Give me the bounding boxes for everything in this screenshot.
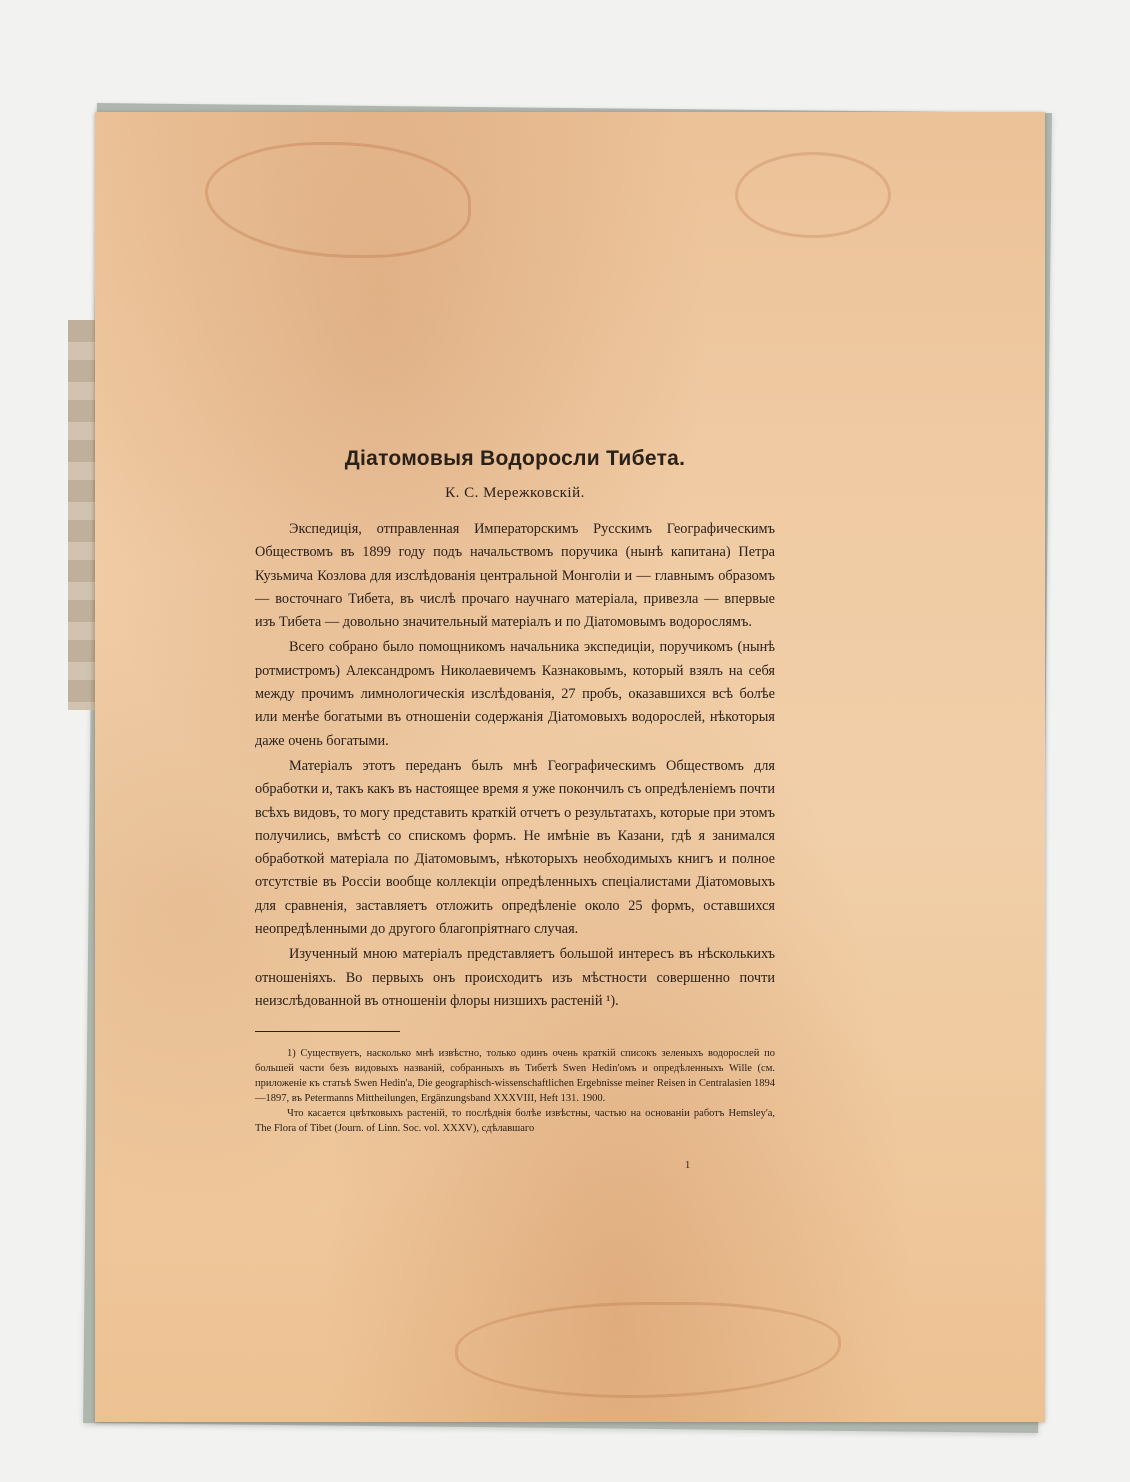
body-paragraph: Изученный мною матеріалъ представляетъ большой интересъ въ нѣсколькихъ отношеніяхъ. Во первыхъ онъ происходитъ изъ мѣстности совершенно почти неизслѣдованной въ отношеніи флоры низшихъ растеній ¹). [255,946,775,1009]
binding-remnant [68,320,96,710]
article-author: К. С. Мережковскій. [445,485,585,501]
page-content [255,447,775,1136]
water-stain [735,152,891,238]
page-number: 1 [685,1160,691,1171]
body-paragraph: Матеріалъ этотъ переданъ былъ мнѣ Географическимъ Обществомъ для обработки и, такъ какъ въ настоящее время я уже покончилъ съ опредѣленіемъ почти всѣхъ видовъ, то могу представить краткій отчетъ о результатахъ, которые при этомъ получились, вмѣстѣ со спискомъ формъ. Не имѣніе въ Казани, гдѣ я занимался обработкой матеріала по Діатомовымъ, нѣкоторыхъ необходимыхъ книгъ и полное отсутствіе въ Россіи вообще коллекціи опредѣленныхъ спеціалистами Діатомовыхъ для сравненія, заставляетъ отложить опредѣленіе около 25 формъ, оставшихся неопредѣленными до другого благопріятнаго случая. [255,757,775,938]
footnote: Что касается цвѣтковыхъ растеній, то послѣднія болѣе извѣстны, частью на основаніи работъ Hemsley'a, The Flora of Tibet (Journ. of Linn. Soc. vol. XXXV), сдѣлавшаго [255,1108,775,1135]
footnote-divider [255,1031,400,1032]
body-paragraph: Всего собрано было помощникомъ начальника экспедиціи, поручикомъ (нынѣ ротмистромъ) Александромъ Николаевичемъ Казнаковымъ, который взялъ на себя между прочимъ лимнологическія изслѣдованія, 27 пробъ, оказавшихся всѣ болѣе или менѣе богатыми въ отношеніи содержанія Діатомовыхъ водорослей, нѣкоторыя даже очень богатыми. [255,639,775,749]
water-stain [205,142,471,258]
footnote: 1) Существуетъ, насколько мнѣ извѣстно, только одинъ очень краткій списокъ зеленыхъ водорослей по большей части безъ видовыхъ названій, собранныхъ въ Тибетѣ Swen Hedin'омъ и опредѣленныхъ Wille (см. приложеніе къ статьѣ Swen Hedin'a, Die geographisch-wissenschaftlichen Ergebnisse meiner Reisen in Centralasien 1894—1897, въ Petermanns Mittheilungen, Ergänzungsband XXXVIII, Heft 131. 1900. [255,1048,775,1105]
water-stain [455,1302,841,1398]
article-title: Діатомовыя Водоросли Тибета. [344,447,686,470]
body-paragraph: Экспедиція, отправленная Императорскимъ Русскимъ Географическимъ Обществомъ въ 1899 году подъ начальствомъ поручика (нынѣ капитана) Петра Кузьмича Козлова для изслѣдованія центральной Монголіи и — главнымъ образомъ — восточнаго Тибета, въ числѣ прочаго научнаго матеріала, привезла — впервые изъ Тибета — довольно значительный матеріалъ и по Діатомовымъ водорослямъ. [255,521,775,631]
document-page [95,112,1045,1422]
